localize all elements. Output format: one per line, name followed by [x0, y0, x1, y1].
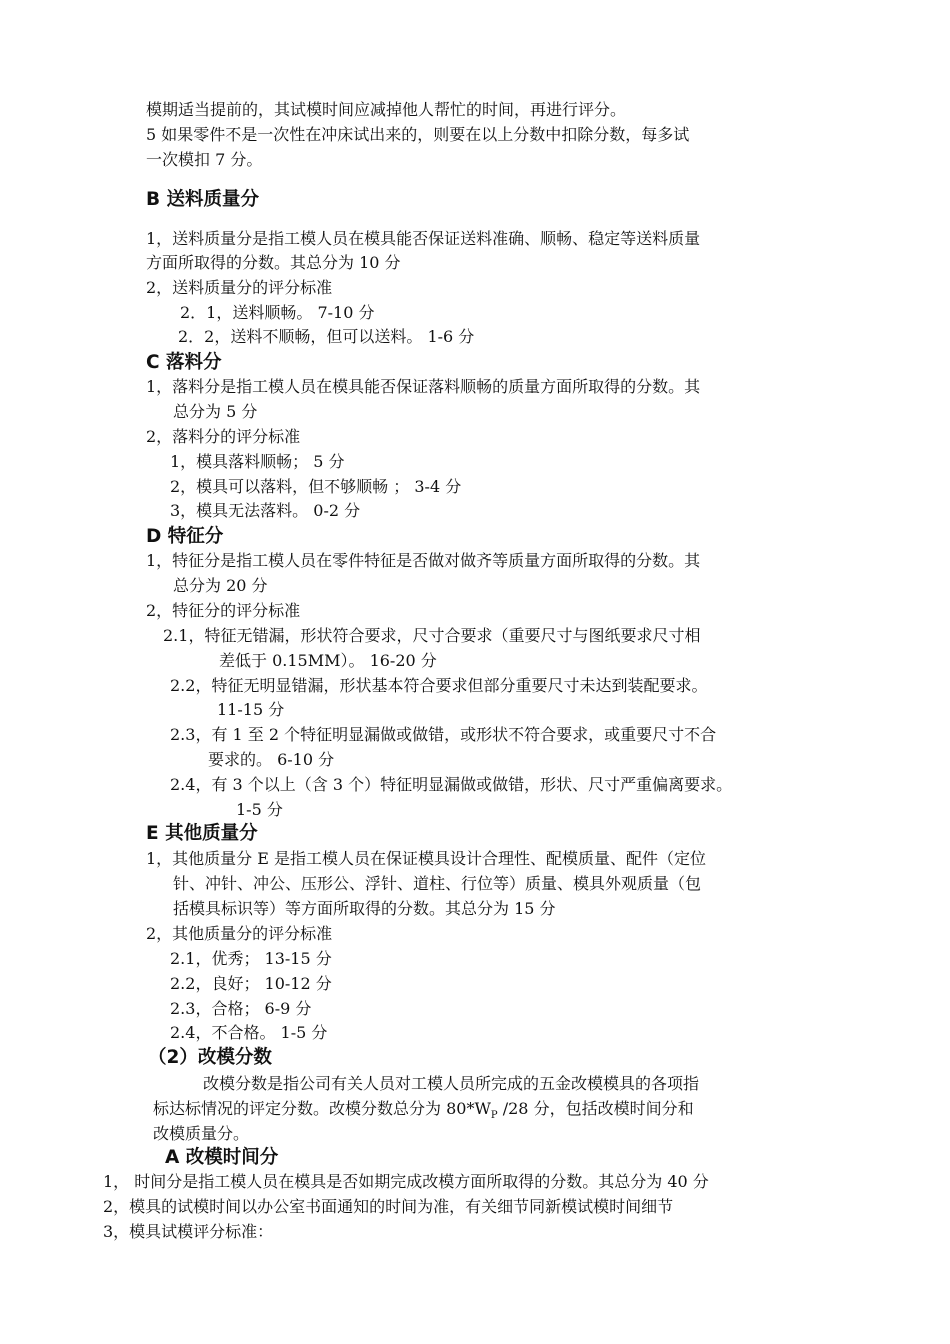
- text-line: 总分为 5 分: [173, 402, 258, 421]
- text-line: 2.2，良好； 10-12 分: [170, 974, 332, 993]
- text-line: 模期适当提前的，其试模时间应减掉他人帮忙的时间，再进行评分。: [146, 100, 627, 119]
- section-heading-c: C 落料分: [146, 352, 222, 373]
- text-span: /28 分，包括改模时间分和: [497, 1099, 694, 1118]
- text-line: 2．1，送料顺畅。 7-10 分: [180, 303, 375, 322]
- text-line: 一次模扣 7 分。: [146, 150, 263, 169]
- section-heading-2: （2）改模分数: [148, 1047, 272, 1068]
- text-line: 3，模具试模评分标准：: [103, 1222, 274, 1241]
- text-line: 方面所取得的分数。其总分为 10 分: [146, 253, 401, 272]
- text-line: 1-5 分: [236, 800, 283, 819]
- section-heading-a: A 改模时间分: [165, 1147, 279, 1168]
- text-line: 11-15 分: [217, 700, 285, 719]
- text-line: 1，其他质量分 E 是指工模人员在保证模具设计合理性、配模质量、配件（定位: [146, 849, 707, 868]
- text-line: 2，送料质量分的评分标准: [146, 278, 333, 297]
- text-line: 2.1，特征无错漏，形状符合要求，尺寸合要求（重要尺寸与图纸要求尺寸相: [163, 626, 701, 645]
- text-line: 2.4，不合格。 1-5 分: [170, 1023, 328, 1042]
- text-line: 2.4，有 3 个以上（含 3 个）特征明显漏做或做错，形状、尺寸严重偏离要求。: [170, 775, 733, 794]
- text-line: 总分为 20 分: [173, 576, 268, 595]
- text-line: 改模分数是指公司有关人员对工模人员所完成的五金改模模具的各项指: [203, 1074, 700, 1093]
- text-line: 改模质量分。: [153, 1124, 250, 1143]
- text-line: 要求的。 6-10 分: [208, 750, 335, 769]
- text-line: 2，模具可以落料，但不够顺畅 ； 3-4 分: [170, 477, 462, 496]
- text-line: 1，送料质量分是指工模人员在模具能否保证送料准确、顺畅、稳定等送料质量: [146, 229, 701, 248]
- text-span: 标达标情况的评定分数。改模分数总分为 80*W: [153, 1099, 491, 1118]
- text-line: 针、冲针、冲公、压形公、浮针、道柱、行位等）质量、模具外观质量（包: [173, 874, 702, 893]
- text-line: 1， 时间分是指工模人员在模具是否如期完成改模方面所取得的分数。其总分为 40 分: [103, 1172, 709, 1191]
- text-line: 2.3，合格； 6-9 分: [170, 999, 312, 1018]
- text-line: 2，其他质量分的评分标准: [146, 924, 333, 943]
- text-line: 2，模具的试模时间以办公室书面通知的时间为准，有关细节同新模试模时间细节: [103, 1197, 674, 1216]
- text-line: 3，模具无法落料。 0-2 分: [170, 501, 361, 520]
- text-line: 2，落料分的评分标准: [146, 427, 301, 446]
- section-heading-e: E 其他质量分: [146, 823, 258, 844]
- text-line: 2，特征分的评分标准: [146, 601, 301, 620]
- text-line: 差低于 0.15MM）。 16-20 分: [219, 651, 437, 670]
- text-line: 2.1，优秀； 13-15 分: [170, 949, 332, 968]
- text-line: 2.2，特征无明显错漏，形状基本符合要求但部分重要尺寸未达到装配要求。: [170, 676, 708, 695]
- text-line: 2.3，有 1 至 2 个特征明显漏做或做错，或形状不符合要求，或重要尺寸不合: [170, 725, 717, 744]
- section-heading-d: D 特征分: [146, 526, 224, 547]
- text-line: 5 如果零件不是一次性在冲床试出来的，则要在以上分数中扣除分数，每多试: [146, 125, 690, 144]
- text-line: 括模具标识等）等方面所取得的分数。其总分为 15 分: [173, 899, 556, 918]
- text-line: 1，模具落料顺畅； 5 分: [170, 452, 345, 471]
- subscript: P: [490, 1110, 498, 1122]
- text-line: 1，特征分是指工模人员在零件特征是否做对做齐等质量方面所取得的分数。其: [146, 551, 701, 570]
- text-line: 1，落料分是指工模人员在模具能否保证落料顺畅的质量方面所取得的分数。其: [146, 377, 701, 396]
- section-heading-b: B 送料质量分: [146, 189, 260, 210]
- text-line: 2．2，送料不顺畅，但可以送料。 1-6 分: [178, 327, 475, 346]
